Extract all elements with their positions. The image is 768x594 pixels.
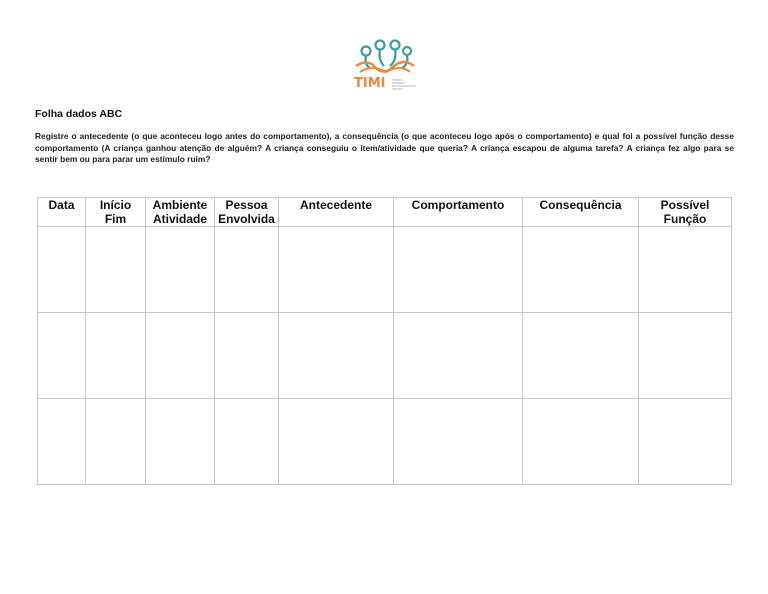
table-cell xyxy=(639,227,732,313)
table-header-row xyxy=(38,198,732,227)
header-label: Possível xyxy=(660,198,710,212)
table-cell xyxy=(394,313,523,399)
table-cell xyxy=(215,313,279,399)
table-cell xyxy=(279,399,394,485)
table-row xyxy=(38,227,732,313)
abc-data-table xyxy=(37,197,732,485)
header-label: Ambiente xyxy=(152,198,208,212)
header-comportamento xyxy=(394,198,523,227)
table-cell xyxy=(86,399,146,485)
logo-figures-icon xyxy=(350,36,420,81)
table-row xyxy=(38,399,732,485)
logo-subtext-line: INFANTIL xyxy=(392,88,404,91)
header-label: Comportamento xyxy=(411,198,505,212)
logo-subtext-line: TERAPIA xyxy=(392,79,403,82)
header-inicio-fim xyxy=(86,198,146,227)
header-label: Função xyxy=(663,211,707,226)
table-cell xyxy=(38,227,86,313)
instructions-paragraph: Registre o antecedente (o que aconteceu logo antes do comportamento), a consequência (o que aconteceu logo após o comportamento) e qual foi a possível função desse comportamento (A criança ganhou atenção de alguém? A criança conseguiu o item/atividade que queria? A criança escapou de alguma tarefa? A criança fez algo para se sentir bem ou para parar um estímulo ruim? xyxy=(35,131,734,164)
header-antecedente xyxy=(279,198,394,227)
table-cell xyxy=(146,227,215,313)
table-cell xyxy=(394,399,523,485)
logo-subtext-line: MULTIDISCIPLINAR xyxy=(392,85,416,88)
header-consequencia xyxy=(523,198,639,227)
header-label: Envolvida xyxy=(218,211,275,226)
table-row xyxy=(38,313,732,399)
table-cell xyxy=(146,313,215,399)
table-cell xyxy=(215,227,279,313)
table-cell xyxy=(639,399,732,485)
table-cell xyxy=(279,313,394,399)
table-cell xyxy=(86,313,146,399)
table-cell xyxy=(523,313,639,399)
header-label: Antecedente xyxy=(299,198,373,212)
table-cell xyxy=(523,227,639,313)
header-pessoa-envolvida xyxy=(215,198,279,227)
table-cell xyxy=(38,313,86,399)
table-cell xyxy=(523,399,639,485)
header-label: Data xyxy=(48,198,75,212)
header-possivel-funcao xyxy=(639,198,732,227)
table-cell xyxy=(215,399,279,485)
logo-subtext xyxy=(392,79,422,91)
logo-subtext-line: INTENSIVA xyxy=(392,82,406,85)
table-cell xyxy=(146,399,215,485)
table-cell xyxy=(279,227,394,313)
header-label: Fim xyxy=(104,211,127,226)
table-cell xyxy=(38,399,86,485)
table-cell xyxy=(639,313,732,399)
logo-wordmark: TIMI xyxy=(354,76,386,91)
table-cell xyxy=(394,227,523,313)
document-title: Folha dados ABC xyxy=(35,108,123,120)
table-cell xyxy=(86,227,146,313)
header-label: Início xyxy=(99,198,132,212)
header-label: Pessoa xyxy=(225,198,268,212)
header-data xyxy=(38,198,86,227)
header-label: Consequência xyxy=(539,198,622,212)
header-ambiente-atividade xyxy=(146,198,215,227)
header-label: Atividade xyxy=(152,211,207,226)
